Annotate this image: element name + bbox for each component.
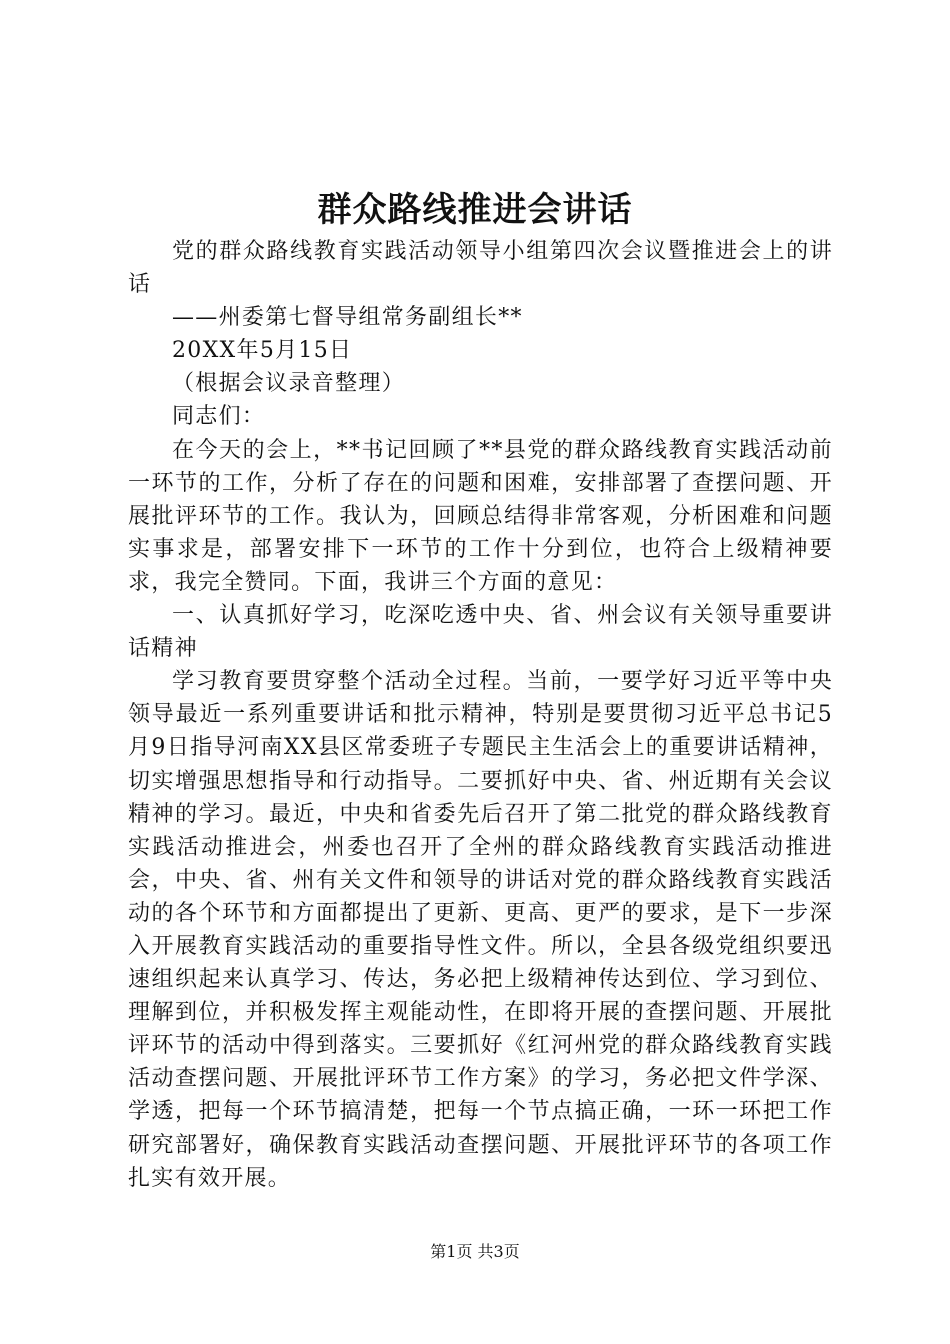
paragraph-salutation: 同志们： [172,404,266,430]
paragraph-subtitle: 党的群众路线教育实践活动领导小组第四次会议暨推进会上的讲话 [128,239,833,298]
paragraph-section-body: 学习教育要贯穿整个活动全过程。当前，一要学好习近平等中央领导最近一系列重要讲话和批示精神，特别是要贯彻习近平总书记5月9日指导河南XX县区常委班子专题民主生活会上的重要讲话精神，切实增强思想指导和行动指导。二要抓好中央、省、州近期有关会议精神的学习。最近，中央和省委先后召开了第二批党的群众路线教育实践活动推进会，州委也召开了全州的群众路线教育实践活动推进会，中央、省、州有关文件和领导的讲话对党的群众路线教育实践活动的各个环节和方面都提出了更新、更高、更严的要求，是下一步深入开展教育实践活动的重要指导性文件。所以，全县各级党组织要迅速组织起来认真学习、传达，务必把上级精神传达到位、学习到位、理解到位，并积极发挥主观能动性，在即将开展的查摆问题、开展批评环节的活动中得到落实。三要抓好《红河州党的群众路线教育实践活动查摆问题、开展批评环节工作方案》的学习，务必把文件学深、学透，把每一个环节搞清楚，把每一个节点搞正确，一环一环把工作研究部署好，确保教育实践活动查摆问题、开展批评环节的各项工作扎实有效开展。 [128,669,833,1191]
paragraph-intro: 在今天的会上，**书记回顾了**县党的群众路线教育实践活动前一环节的工作，分析了存在的问题和困难，安排部署了查摆问题、开展批评环节的工作。我认为，回顾总结得非常客观，分析困难和问题实事求是，部署安排下一环节的工作十分到位，也符合上级精神要求，我完全赞同。下面，我讲三个方面的意见： [128,437,833,595]
paragraph-speaker: ——州委第七督导组常务副组长** [172,305,523,331]
paragraph-note: （根据会议录音整理） [172,371,406,397]
document-body [128,235,833,1195]
document-title: 群众路线推进会讲话 [317,190,633,230]
paragraph-date: 20XX年5月15日 [172,338,353,364]
page-number-footer: 第1页 共3页 [430,1242,520,1261]
paragraph-section-heading: 一、认真抓好学习，吃深吃透中央、省、州会议有关领导重要讲话精神 [128,603,833,662]
